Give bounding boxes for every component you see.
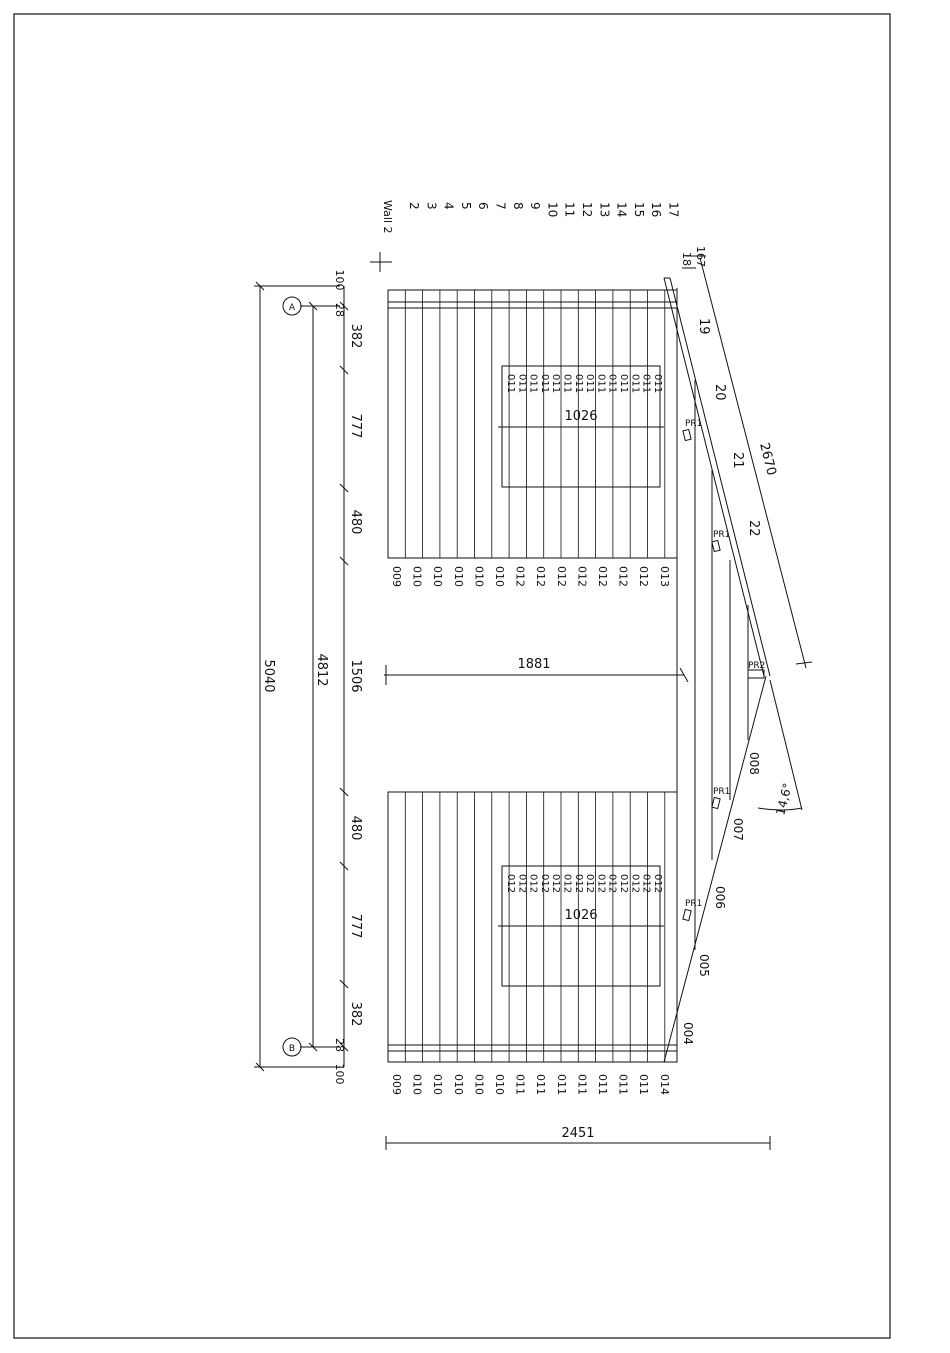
roof-beam-18: 18 [680,252,693,266]
window-code-upper: 011 [640,374,652,394]
roof-beam-22: 22 [746,520,761,537]
gable-code-004: 004 [681,1022,695,1045]
roof-beam-21: 21 [730,452,745,469]
window-code-lower: 012 [595,874,607,894]
part-code-bottom: 009 [390,1074,403,1095]
dim-offset-bottom: 28 [333,1038,346,1052]
window-code-upper: 011 [572,374,584,394]
course-number: 11 [562,202,577,218]
part-code-bottom: 011 [637,1074,651,1095]
dim-382-top: 382 [348,323,363,349]
dim-480-bottom: 480 [348,815,363,841]
dim-rafter-tick [796,662,812,664]
dim-window-lower: 1026 [564,908,598,923]
part-code-bottom: 010 [431,1074,445,1095]
wall-block [388,290,677,558]
window-code-upper: 011 [606,374,618,394]
window-code-upper: 011 [538,374,550,394]
course-number: 12 [580,202,594,218]
course-number: 5 [458,202,473,210]
part-code-top: 009 [390,566,403,587]
part-code-top: 010 [410,566,424,587]
gable-code-007: 007 [731,818,745,841]
window-code-lower: 012 [505,874,516,894]
dim-overhang-top: 100 [333,269,346,291]
dim-door-width: 1881 [517,657,551,672]
window-code-upper: 011 [550,374,562,394]
window-code-lower: 012 [527,874,539,894]
window-code-lower: 012 [538,874,550,894]
course-number: 2 [407,202,421,210]
window-code-upper: 011 [561,374,573,394]
part-code-top: 012 [596,566,609,587]
part-code-top: 012 [616,566,630,587]
dim-7: 7 [694,260,707,267]
window-code-labels [505,374,663,893]
course-number: 3 [424,202,439,210]
part-code-top: 012 [554,566,568,587]
window-code-upper: 011 [584,374,596,394]
part-code-bottom: 011 [554,1074,568,1095]
dim-offset-top: 28 [333,303,346,317]
part-code-bottom: 014 [657,1074,671,1095]
window-code-upper: 011 [505,374,516,394]
roof-beam-19: 19 [696,318,711,335]
part-code-bottom: 010 [493,1074,506,1095]
window-code-lower: 012 [651,874,663,894]
purlin-label-3: PR2 [748,661,766,671]
axis-b-label: B [288,1044,296,1054]
window-code-upper: 011 [629,374,641,394]
part-code-rows [390,566,671,1095]
purlin-label-2: PR1 [713,530,731,540]
dim-777-bottom: 777 [348,913,363,939]
window-code-lower: 012 [572,874,584,894]
gable-code-005: 005 [697,954,711,977]
window-code-lower: 012 [550,874,562,894]
view-label: Wall 2 [381,200,394,234]
roof-beam-20: 20 [712,384,727,401]
window-code-lower: 012 [561,874,573,894]
part-code-top: 010 [493,566,506,587]
course-number: 13 [597,202,612,218]
course-number: 14 [614,202,629,218]
dim-window-upper: 1026 [564,409,598,424]
part-code-bottom: 011 [534,1074,548,1095]
part-code-bottom: 010 [451,1074,465,1095]
course-number-row [407,202,681,217]
dim-height: 2451 [561,1126,595,1141]
dim-1506: 1506 [348,659,363,693]
dim-rafter: 2670 [756,441,779,478]
dim-inner: 4812 [314,653,329,687]
purlin-label-4: PR1 [713,787,731,797]
part-code-bottom: 010 [472,1074,486,1095]
part-code-top: 012 [534,566,548,587]
window-code-lower: 012 [629,874,641,894]
wall-logs [388,290,677,1062]
course-number: 15 [631,202,646,218]
course-number: 8 [510,202,525,210]
part-code-top: 010 [472,566,486,587]
window-code-upper: 011 [516,374,528,394]
course-number: 6 [476,202,491,210]
part-code-bottom: 011 [596,1074,609,1095]
window-code-lower: 012 [640,874,652,894]
window-code-lower: 012 [606,874,618,894]
part-code-top: 012 [513,566,527,587]
course-number: 10 [545,202,560,218]
purlin-label-5: PR1 [685,899,703,909]
window-code-lower: 012 [584,874,596,894]
purlin-label-1: PR1 [685,419,703,429]
window-code-upper: 011 [651,374,663,394]
window-code-lower: 012 [618,874,629,894]
part-code-bottom: 011 [513,1074,527,1095]
sheet-frame [14,14,890,1338]
wall-block [388,792,677,1062]
part-code-top: 012 [637,566,651,587]
course-number: 4 [441,202,456,210]
course-number: 7 [493,202,508,210]
dim-382-bottom: 382 [348,1001,363,1027]
part-code-top: 013 [657,566,671,587]
dim-overhang-bottom: 100 [333,1063,346,1085]
part-code-bottom: 011 [616,1074,630,1095]
window-code-upper: 011 [595,374,607,394]
part-code-top: 010 [451,566,465,587]
part-code-top: 012 [575,566,589,587]
part-code-top: 010 [431,566,445,587]
dim-777-top: 777 [348,413,363,439]
gable-code-006: 006 [713,886,727,909]
window-code-upper: 011 [527,374,539,394]
dim-16: 16 [694,246,707,260]
part-code-bottom: 010 [410,1074,424,1095]
part-code-bottom: 011 [575,1074,589,1095]
dim-total: 5040 [261,659,276,693]
course-number: 17 [666,202,681,218]
dim-480-top: 480 [348,509,363,535]
gable-code-008: 008 [747,752,761,775]
dim-angle: 14,6° [773,781,795,817]
window-code-lower: 012 [516,874,528,894]
course-number: 9 [528,202,543,210]
axis-a-label: A [288,303,296,313]
window-code-upper: 011 [618,374,629,394]
course-number: 16 [649,202,664,218]
